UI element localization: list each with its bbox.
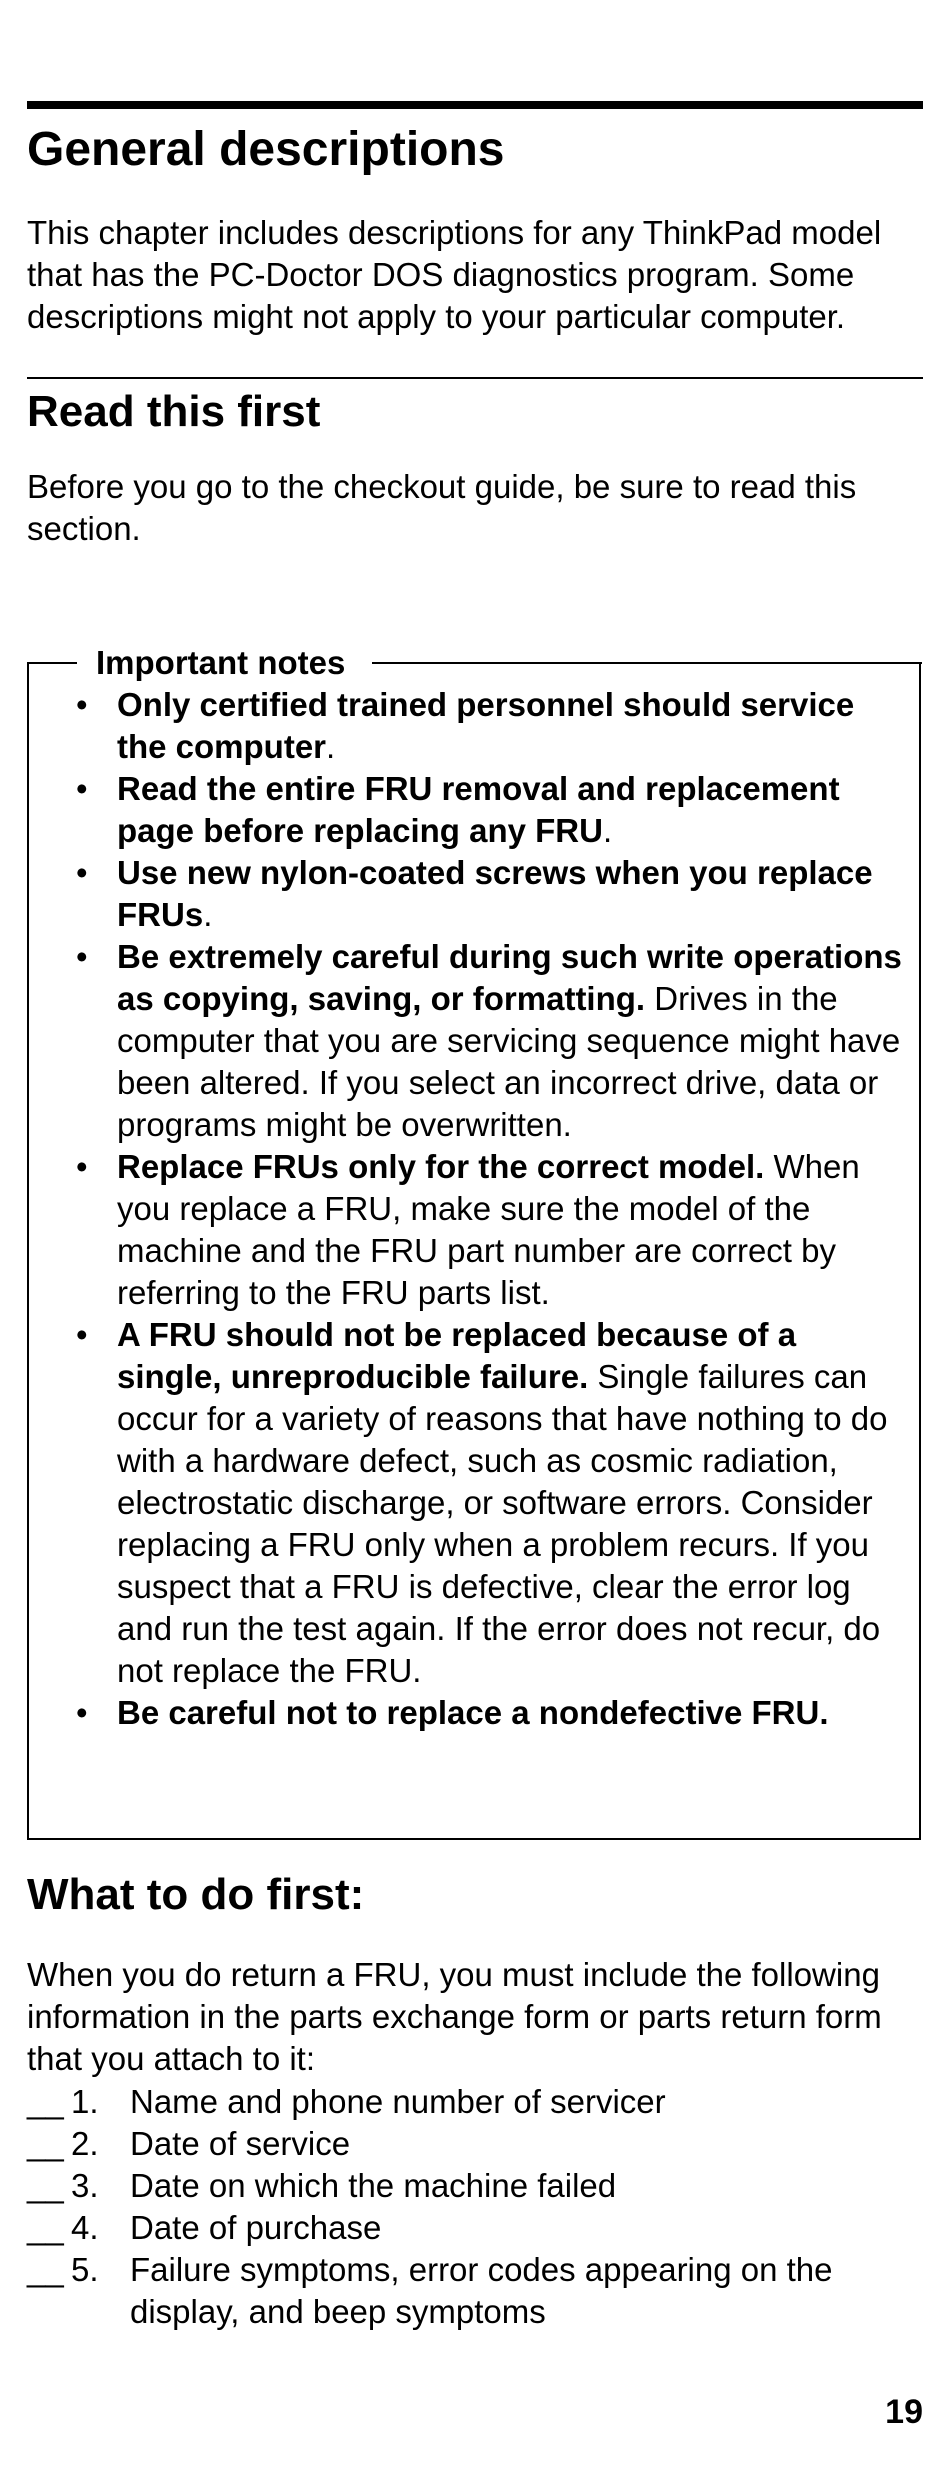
list-item — [27, 2207, 923, 2249]
step-text: Name and phone number of servicer — [130, 2083, 666, 2120]
step-number: 1. — [71, 2083, 99, 2120]
bullet-icon: • — [76, 770, 88, 807]
bullet-icon: • — [76, 854, 88, 891]
list-item — [27, 768, 907, 852]
important-notes-list — [27, 684, 907, 1734]
note-text: Drives in the computer that you are servicing sequence might have been altered. If you select an incorrect drive, data or programs might be overwritten. — [117, 980, 901, 1143]
what-to-do-first-body: When you do return a FRU, you must include the following information in the parts exchange form or parts return form that you attach to it: — [27, 1956, 882, 2077]
note-bold-text: Be extremely careful during such write operations as copying, saving, or formatting. — [117, 938, 902, 1017]
checklist-blank: __ — [27, 2083, 64, 2120]
checklist-blank: __ — [27, 2251, 64, 2288]
page-number: 19 — [885, 2393, 923, 2431]
note-bold-text: Use new nylon-coated screws when you replace FRUs — [117, 854, 873, 933]
important-notes-title: Important notes — [96, 644, 346, 681]
top-thick-rule — [27, 101, 923, 109]
list-item — [27, 2165, 923, 2207]
note-text: When you replace a FRU, make sure the model of the machine and the FRU part number are correct by referring to the FRU parts list. — [117, 1148, 860, 1311]
checklist-blank: __ — [27, 2167, 64, 2204]
note-bold-text: Replace FRUs only for the correct model. — [117, 1148, 765, 1185]
note-bold-text: Read the entire FRU removal and replacement page before replacing any FRU — [117, 770, 840, 849]
bullet-icon: • — [76, 1316, 88, 1353]
note-text: . — [203, 896, 213, 933]
section-divider-rule — [27, 377, 923, 379]
step-text: Failure symptoms, error codes appearing on the display, and beep symptoms — [130, 2251, 833, 2330]
list-item — [27, 1146, 907, 1314]
step-number: 5. — [71, 2251, 99, 2288]
list-item — [27, 852, 907, 936]
step-text: Date of purchase — [130, 2209, 382, 2246]
list-item — [27, 2123, 923, 2165]
note-bold-text: Only certified trained personnel should service the computer — [117, 686, 855, 765]
list-item — [27, 684, 907, 768]
list-item — [27, 1692, 907, 1734]
note-text: . — [602, 812, 613, 849]
bullet-icon: • — [76, 1148, 88, 1185]
note-text: . — [326, 728, 336, 765]
general-descriptions-body: This chapter includes descriptions for any ThinkPad model that has the PC-Doctor DOS diagnostics program. Some descriptions might not apply to your particular computer. — [27, 214, 882, 335]
step-number: 3. — [71, 2167, 99, 2204]
note-text: Single failures can occur for a variety of reasons that have nothing to do with a hardware defect, such as cosmic radiation, electrostatic discharge, or software errors. Consider replacing a FRU only when a problem recurs. If you suspect that a FRU is defective, clear the error log and run the test again. If the error does not recur, do not replace the FRU. — [117, 1358, 888, 1689]
note-bold-text: Be careful not to replace a nondefective FRU. — [117, 1694, 829, 1731]
bullet-icon: • — [76, 1694, 88, 1731]
list-item — [27, 936, 907, 1146]
checklist-blank: __ — [27, 2209, 64, 2246]
note-bold-text: A FRU should not be replaced because of a single, unreproducible failure. — [117, 1316, 797, 1395]
section-title-what-to-do-first: What to do first: — [27, 1870, 365, 1919]
section-title-general-descriptions: General descriptions — [27, 123, 505, 176]
read-this-first-body: Before you go to the checkout guide, be sure to read this section. — [27, 468, 857, 547]
return-info-checklist — [27, 2081, 923, 2333]
step-number: 2. — [71, 2125, 99, 2162]
checklist-blank: __ — [27, 2125, 64, 2162]
step-number: 4. — [71, 2209, 99, 2246]
step-text: Date on which the machine failed — [130, 2167, 617, 2204]
list-item — [27, 1314, 907, 1692]
bullet-icon: • — [76, 686, 88, 723]
section-title-read-this-first: Read this first — [27, 387, 321, 436]
step-text: Date of service — [130, 2125, 351, 2162]
list-item — [27, 2081, 923, 2123]
bullet-icon: • — [76, 938, 88, 975]
list-item — [27, 2249, 923, 2333]
